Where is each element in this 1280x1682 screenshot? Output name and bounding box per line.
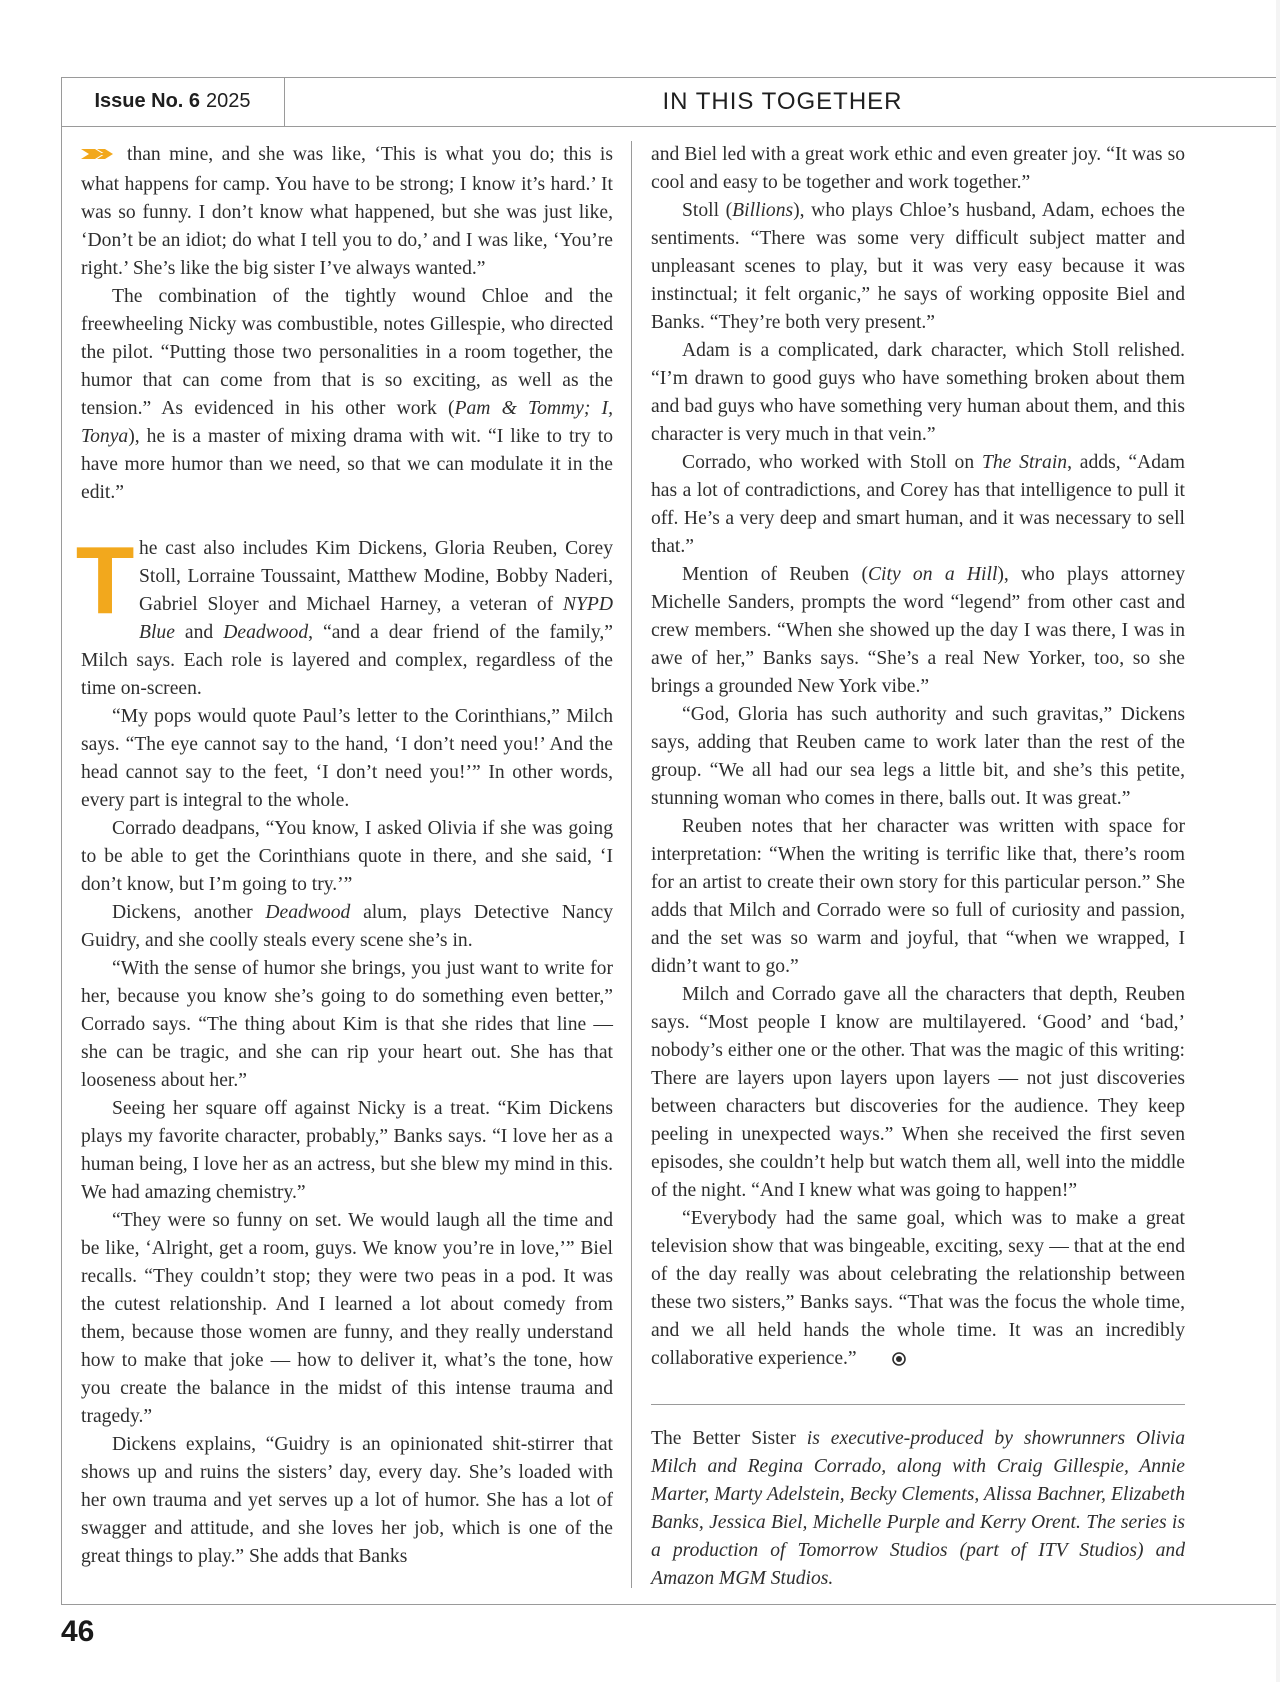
paragraph-text: The combination of the tightly wound Chloe and the freewheeling Nicky was combustible, notes Gillespie, who directed the pilot. “Putting those two personalities in a room together, the humor that can come from that is so exciting, as well as the tension.” As evidenced in his other work ( [81,286,613,419]
work-title: Deadwood [265,902,351,923]
show-title: The Better Sister [651,1428,796,1449]
svg-text:T: T [75,527,135,634]
paragraph [81,899,613,955]
drop-cap [75,527,135,634]
paragraph: Reuben notes that her character was written with space for interpretation: “When the writing is terrific like that, there’s room for an artist to create their own story for this particular person.” She adds that Milch and Corrado were so full of curiosity and passion, and the set was so warm and joyful, that “when we wrapped, I didn’t want to go.” [651,816,1185,977]
paragraph-text: and [174,622,224,643]
paragraph [81,283,613,507]
paragraph [75,527,613,703]
paragraph: and Biel led with a great work ethic and even greater joy. “It was so cool and easy to be together and work together.” [651,144,1185,193]
paragraph: Seeing her square off against Nicky is a treat. “Kim Dickens plays my favorite character, probably,” Banks says. “I love her as a human being, I love her as an actress, but she blew my mind in this. We had amazing chemistry.” [81,1098,613,1203]
right-column [651,141,1185,1375]
end-mark-icon [861,1347,906,1375]
work-title: City on a Hill [867,564,998,585]
issue-year: 2025 [206,90,251,112]
credits-divider [651,1404,1185,1405]
paragraph: “With the sense of humor she brings, you just want to write for her, because you know she’s going to do something even better,” Corrado says. “The thing about Kim is that she rides that line — she can be tragic, and she can rip your heart out. She has that looseness about her.” [81,958,613,1091]
credits-text: is executive-produced by showrunners Olivia Milch and Regina Corrado, along with Craig Gillespie, Annie Marter, Marty Adelstein, Becky Clements, Alissa Bachner, Elizabeth Banks, Jessica Biel, Michelle Purple and Kerry Orent. The series is a production of Tomorrow Studios (part of ITV Studios) and Amazon MGM Studios. [651,1428,1186,1589]
paragraph: Dickens explains, “Guidry is an opinionated shit-stirrer that shows up and ruins the sisters’ day, every day. She’s loaded with her own trauma and yet serves up a lot of humor. She has a lot of swagger and attitude, and she loves her job, which is one of the great things to play.” She adds that Banks [81,1434,613,1567]
paragraph-text: , adds, “Adam has a lot of contradictions, and Corey has that intelligence to pull it off. He’s a very deep and smart human, and it was necessary to sell that.” [651,452,1185,557]
paragraph-text: ), he is a master of mixing drama with wit. “I like to try to have more humor than we need, so that we can modulate it in the edit.” [81,426,613,503]
paragraph: “My pops would quote Paul’s letter to the Corinthians,” Milch says. “The eye cannot say to the hand, ‘I don’t need you!’ And the head cannot say to the feet, ‘I don’t need you!’” In other words, every part is integral to the whole. [81,706,613,811]
issue-label [61,77,285,126]
paragraph: Milch and Corrado gave all the characters that depth, Reuben says. “Most people I know are multilayered. ‘Good’ and ‘bad,’ nobody’s either one or the other. That was the magic of this writing: There are layers upon layers upon layers — not just discoveries between characters but discoveries for the audience. They keep peeling in unexpected ways.” When she received the first seven episodes, she couldn’t help but watch them all, well into the middle of the night. “And I knew what was going to happen!” [651,984,1185,1201]
left-column [75,141,613,1571]
paragraph-text: Dickens, another [112,902,266,923]
issue-number: Issue No. 6 [94,90,201,112]
paragraph-text: “Everybody had the same goal, which was to make a great television show that was bingeable, exciting, sexy — that at the end of the day really was about celebrating the relationship between these two sisters,” Banks says. “That was the focus the whole time, and we all held hands the whole time. It was an incredibly collaborative experience.” [651,1208,1185,1369]
work-title: NYPD Blue [139,594,613,643]
paragraph-text: Stoll ( [682,200,733,221]
paragraph-text: , “and a dear friend of the family,” Milch says. Each role is layered and complex, regardless of the time on-screen. [81,622,613,699]
paragraph-text: alum, plays Detective Nancy Guidry, and she coolly steals every scene she’s in. [81,902,613,951]
paragraph: Adam is a complicated, dark character, which Stoll relished. “I’m drawn to good guys who have something broken about them and bad guys who have something very human about them, and this character is very much in that vein.” [651,340,1185,445]
paragraph-text: he cast also includes Kim Dickens, Gloria Reuben, Corey Stoll, Lorraine Toussaint, Matthew Modine, Bobby Naderi, Gabriel Sloyer and Michael Harney, a veteran of [139,538,613,615]
paragraph-text: ), who plays Chloe’s husband, Adam, echoes the sentiments. “There was some very difficult subject matter and unpleasant scenes to play, but it was very easy because it was instinctual; it felt organic,” he says of working opposite Biel and Banks. “They’re both very present.” [651,200,1185,333]
work-title: Billions [732,200,794,221]
paragraph-text: Mention of Reuben ( [682,564,868,585]
paragraph-text: ), who plays attorney Michelle Sanders, prompts the word “legend” from other cast and crew members. “When she showed up the day I was there, I was in awe of her,” Banks says. “She’s a real New Yorker, too, so she brings a grounded New York vibe.” [651,564,1185,697]
double-arrow-icon [81,143,119,171]
paragraph-text: than mine, and she was like, ‘This is what you do; this is what happens for camp. You have to be strong; I know it’s hard.’ It was so funny. I don’t know what happened, but she was just like, ‘Don’t be an idiot; do what I tell you to do,’ and I was like, ‘You’re right.’ She’s like the big sister I’ve always wanted.” [81,144,613,279]
page-edge [1276,0,1280,1682]
paragraph [81,141,613,283]
column-divider [631,141,632,1588]
section-title: IN THIS TOGETHER [662,87,903,115]
work-title: The Strain [981,452,1068,473]
paragraph [651,1205,1185,1375]
work-title: Deadwood [223,622,309,643]
paragraph: “They were so funny on set. We would laugh all the time and be like, ‘Alright, get a room, guys. We know you’re in love,’” Biel recalls. “They couldn’t stop; they were two peas in a pod. It was the cutest relationship. And I learned a lot about comedy from them, because those women are funny, and they really understand how to make that joke — how to deliver it, what’s the tone, how you create the balance in the midst of this intense trauma and tragedy.” [81,1210,613,1427]
paragraph [651,197,1185,337]
work-title: Pam & Tommy; I, Tonya [81,398,613,447]
production-credits [651,1425,1185,1593]
paragraph [651,561,1185,701]
page-number: 46 [61,1615,95,1648]
paragraph-text: Corrado, who worked with Stoll on [682,452,982,473]
paragraph: Corrado deadpans, “You know, I asked Olivia if she was going to be able to get the Corinthians quote in there, and she said, ‘I don’t know, but I’m going to try.’” [81,818,613,895]
paragraph: “God, Gloria has such authority and such gravitas,” Dickens says, adding that Reuben came to work later than the rest of the group. “We all had our sea legs a little bit, and she’s this petite, stunning woman who comes in there, balls out. It was great.” [651,704,1185,809]
paragraph [651,449,1185,561]
running-header [61,77,1280,127]
